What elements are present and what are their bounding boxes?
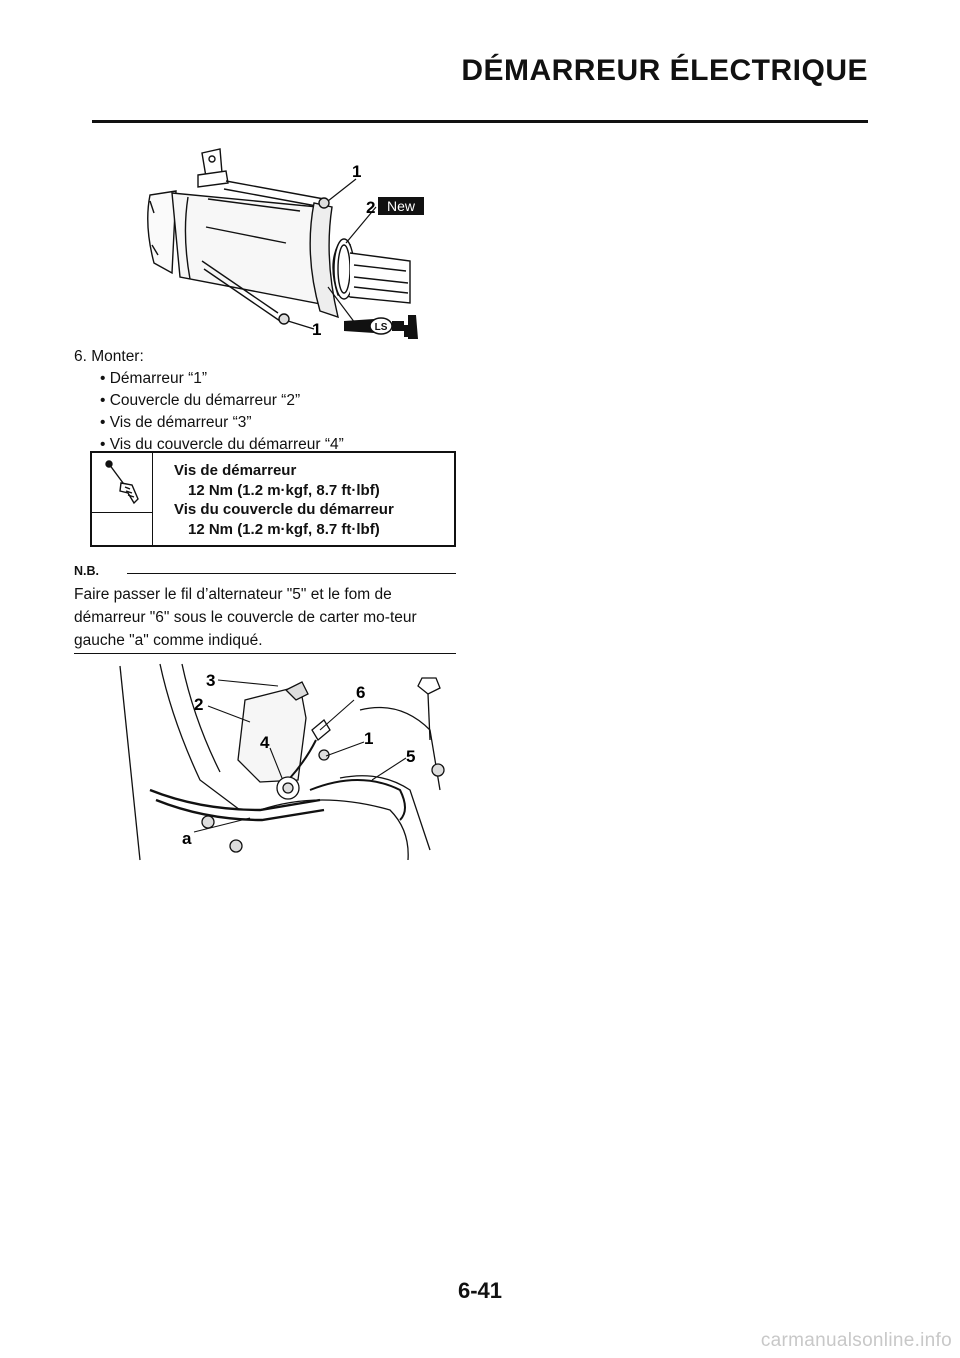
note-label: N.B. — [74, 564, 99, 578]
wiring-route-figure — [110, 660, 460, 865]
callout-1: 1 — [364, 729, 374, 748]
spec-name: Vis du couvercle du démarreur — [174, 501, 394, 518]
torque-wrench-icon — [92, 453, 152, 512]
callout-2: 2 — [194, 695, 204, 714]
callout-6: 6 — [356, 683, 366, 702]
step-item-list — [74, 368, 464, 456]
spec-value: 12 Nm (1.2 m·kgf, 8.7 ft·lbf) — [188, 481, 380, 499]
step-item: • Vis du couvercle du démarreur “4” — [100, 434, 464, 456]
step-6 — [74, 346, 464, 456]
callout-3: 3 — [206, 671, 216, 690]
callout-a: a — [182, 829, 192, 848]
torque-spec-box — [90, 451, 456, 547]
page-header-title: DÉMARREUR ÉLECTRIQUE — [461, 54, 868, 87]
note-text: Faire passer le fil d’alternateur "5" et le fom de démarreur "6" sous le couvercle de carter mo-teur gauche "a" comme indiqué. — [74, 586, 417, 649]
watermark-text: carmanualsonline.info — [760, 1330, 952, 1351]
page-number: 6-41 — [457, 1278, 503, 1303]
callout-4: 4 — [260, 733, 270, 752]
callout-5: 5 — [406, 747, 416, 766]
step-item: • Démarreur “1” — [100, 368, 464, 390]
torque-spec-text — [174, 461, 454, 539]
spec-value: 12 Nm (1.2 m·kgf, 8.7 ft·lbf) — [188, 520, 380, 538]
callout-2: 2 — [366, 198, 376, 217]
starter-motor-figure — [128, 135, 428, 345]
step-item: • Vis de démarreur “3” — [100, 412, 464, 434]
spec-icon-cell — [92, 453, 153, 513]
callout-1-top: 1 — [352, 162, 362, 181]
ls-badge: LS — [374, 322, 388, 333]
new-badge: New — [386, 198, 416, 214]
step-heading: 6. Monter: — [74, 348, 144, 365]
note-bottom-rule — [74, 653, 456, 654]
step-item: • Couvercle du démarreur “2” — [100, 390, 464, 412]
spec-icon-lower-cell — [92, 512, 153, 547]
note-rule — [127, 573, 456, 574]
header-rule — [92, 120, 868, 123]
spec-name: Vis de démarreur — [174, 462, 297, 479]
callout-1-bottom: 1 — [312, 320, 322, 339]
